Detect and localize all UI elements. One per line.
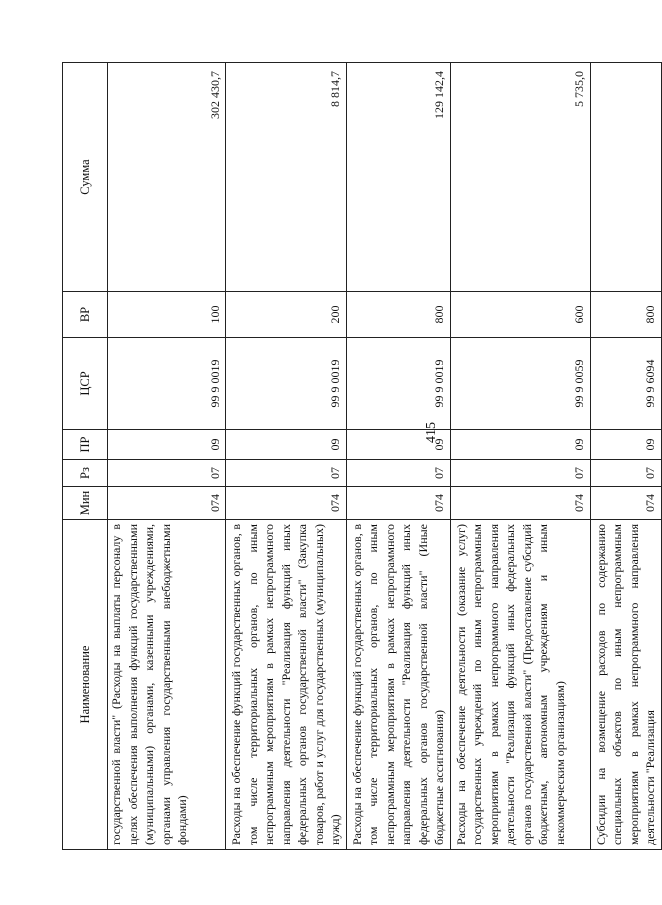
- header-rz: Рз: [63, 460, 108, 487]
- row-name: Расходы на обеспечение деятельности (оказание услуг) государственных учреждений по иным непрограммным мероприятиям в рамках непрограммного направления деятельности "Реализация функций иных федеральных органов государственной власти" (Предоставление субсидий бюджетным, автономным учреждениям и иным некоммерческим организациям): [450, 520, 590, 850]
- row-name: государственной власти" (Расходы на выплаты персоналу в целях обеспечения выполнения функций государственными (муниципальными) органами, казенными учреждениями, органами управления государственными внебюджетными фондами): [108, 520, 226, 850]
- row-pr: 09: [590, 430, 661, 460]
- row-rz: 07: [590, 460, 661, 487]
- table-row: [226, 63, 347, 850]
- row-pr: 09: [346, 430, 450, 460]
- table-header-row: [63, 63, 108, 850]
- row-rz: 07: [450, 460, 590, 487]
- row-rz: 07: [108, 460, 226, 487]
- row-min: 074: [108, 487, 226, 520]
- budget-table: [62, 62, 662, 850]
- row-csr: 99 9 0019: [346, 338, 450, 430]
- header-vr: ВР: [63, 292, 108, 338]
- row-name: Субсидии на возмещение расходов по содержанию специальных объектов по иным непрограммным мероприятиям в рамках непрограммного направления деятельности "Реализация: [590, 520, 661, 850]
- page-number: 415: [424, 422, 439, 443]
- row-sum: 8 814,7: [226, 63, 347, 292]
- row-rz: 07: [226, 460, 347, 487]
- row-name: Расходы на обеспечение функций государственных органов, в том числе территориальных органов, по иным непрограммным мероприятиям в рамках непрограммного направления деятельности "Реализация функций иных федеральных органов государственной власти" (Закупка товаров, работ и услуг для государственных (муниципальных) нужд): [226, 520, 347, 850]
- header-csr: ЦСР: [63, 338, 108, 430]
- row-rz: 07: [346, 460, 450, 487]
- row-min: 074: [226, 487, 347, 520]
- row-csr: 99 9 0019: [108, 338, 226, 430]
- row-min: 074: [590, 487, 661, 520]
- row-min: 074: [346, 487, 450, 520]
- row-sum: 302 430,7: [108, 63, 226, 292]
- row-sum: [590, 63, 661, 292]
- row-vr: 600: [450, 292, 590, 338]
- row-sum: 5 735,0: [450, 63, 590, 292]
- row-min: 074: [450, 487, 590, 520]
- row-vr: 800: [590, 292, 661, 338]
- row-pr: 09: [226, 430, 347, 460]
- row-name: Расходы на обеспечение функций государственных органов, в том числе территориальных органов, по иным непрограммным мероприятиям в рамках непрограммного направления деятельности "Реализация функций иных федеральных органов государственной власти" (Иные бюджетные ассигнования): [346, 520, 450, 850]
- table-row: [590, 63, 661, 850]
- header-min: Мин: [63, 487, 108, 520]
- rotated-page-content: [62, 63, 657, 850]
- row-pr: 09: [450, 430, 590, 460]
- row-vr: 800: [346, 292, 450, 338]
- row-pr: 09: [108, 430, 226, 460]
- row-vr: 200: [226, 292, 347, 338]
- table-row: [450, 63, 590, 850]
- row-csr: 99 9 0019: [226, 338, 347, 430]
- row-vr: 100: [108, 292, 226, 338]
- row-sum: 129 142,4: [346, 63, 450, 292]
- row-csr: 99 9 0059: [450, 338, 590, 430]
- table-row: [346, 63, 450, 850]
- table-row: [108, 63, 226, 850]
- header-name: Наименование: [63, 520, 108, 850]
- header-pr: ПР: [63, 430, 108, 460]
- header-sum: Сумма: [63, 63, 108, 292]
- row-csr: 99 9 6094: [590, 338, 661, 430]
